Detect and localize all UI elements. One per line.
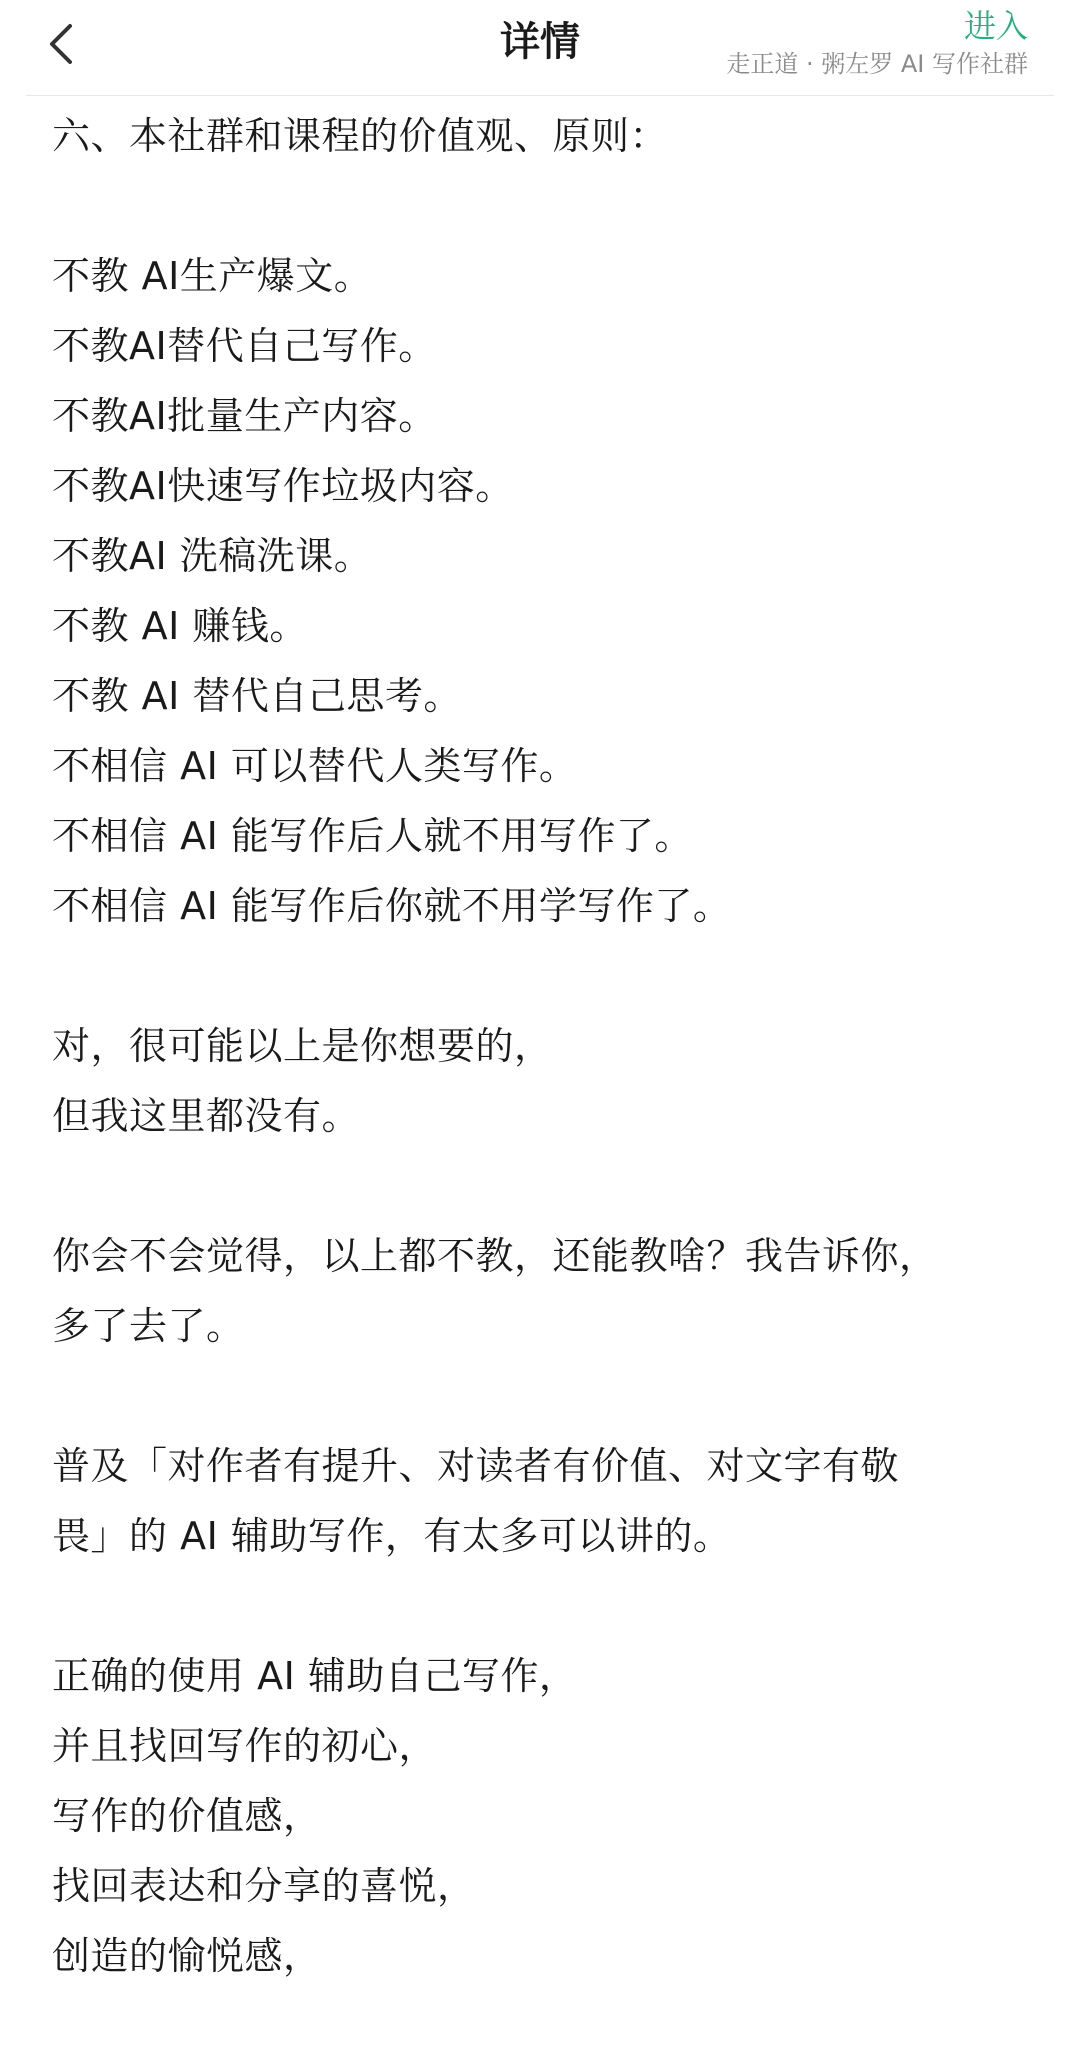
text-line: 对，很可能以上是你想要的，: [52, 1024, 553, 1068]
text-line: 多了去了。: [52, 1304, 245, 1348]
paragraph-not-here: [52, 1011, 1042, 1151]
text-line: 但我这里都没有。: [52, 1094, 361, 1138]
text-line: 找回表达和分享的喜悦，: [52, 1864, 476, 1908]
text-line: 畏」的 AI 辅助写作，有太多可以讲的。: [52, 1514, 732, 1558]
enter-link[interactable]: 进入: [963, 7, 1028, 45]
paragraph-what-else: [52, 1221, 1042, 1361]
text-line: 不教 AI生产爆文。: [52, 254, 373, 298]
paragraph-correct-use: [52, 1641, 1042, 1991]
group-name: 走正道 · 粥左罗 AI 写作社群: [726, 50, 1028, 78]
text-line: 不教AI 洗稿洗课。: [52, 534, 373, 578]
text-line: 不教AI批量生产内容。: [52, 394, 437, 438]
text-line: 不教AI替代自己写作。: [52, 324, 437, 368]
text-line: 正确的使用 AI 辅助自己写作，: [52, 1654, 578, 1698]
paragraph-not-taught-list: [52, 241, 1042, 941]
text-line: 不教AI快速写作垃圾内容。: [52, 464, 514, 508]
text-line: 写作的价值感，: [52, 1794, 322, 1838]
text-line: 创造的愉悦感，: [52, 1934, 322, 1978]
text-line: 你会不会觉得，以上都不教，还能教啥？我告诉你，: [52, 1234, 938, 1278]
paragraph-principles-heading: [52, 101, 1042, 171]
text-line: 普及「对作者有提升、对读者有价值、对文字有敬: [52, 1444, 900, 1488]
text-line: 六、本社群和课程的价值观、原则：: [52, 114, 669, 158]
text-line: 不相信 AI 能写作后人就不用写作了。: [52, 814, 693, 858]
text-line: 不相信 AI 能写作后你就不用学写作了。: [52, 884, 732, 928]
header-divider: [26, 95, 1054, 96]
text-line: 不教 AI 赚钱。: [52, 604, 308, 648]
article-body: [52, 101, 1042, 2061]
text-line: 不相信 AI 可以替代人类写作。: [52, 744, 578, 788]
text-line: 并且找回写作的初心，: [52, 1724, 438, 1768]
text-line: 不教 AI 替代自己思考。: [52, 674, 462, 718]
page-title: 详情: [500, 19, 580, 65]
top-navigation-bar: [0, 0, 1080, 96]
paragraph-popularize: [52, 1431, 1042, 1571]
